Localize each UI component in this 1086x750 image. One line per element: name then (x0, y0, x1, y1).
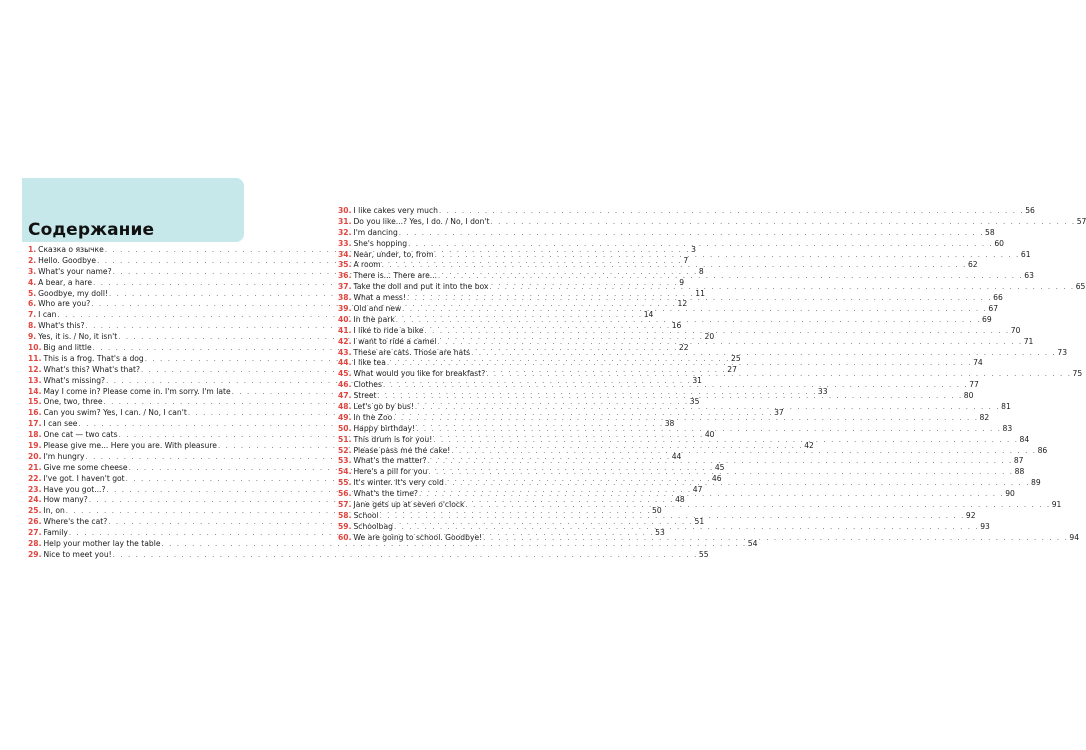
toc-entry-page: 33 (817, 386, 828, 396)
toc-entry-number: 10. (28, 343, 42, 353)
toc-entry-number: 45. (338, 369, 352, 379)
toc-entry-page: 66 (993, 293, 1003, 303)
toc-entry-title: Take the doll and put it into the box (353, 282, 489, 292)
toc-entry-number: 20. (28, 451, 42, 461)
toc-entry-title: School (353, 510, 379, 520)
toc-entry-number: 56. (338, 489, 352, 499)
toc-entry-title: What's the time? (353, 489, 418, 499)
toc-entry-page: 92 (965, 510, 976, 520)
toc-entry-page: 7 (683, 255, 689, 265)
dot-leader (438, 206, 1025, 217)
toc-entry-title: Old and new (353, 304, 402, 314)
toc-entry-page: 25 (731, 353, 741, 363)
toc-entry-title: Street (353, 391, 377, 401)
toc-entry-number: 9. (28, 332, 37, 342)
toc-entry-number: 38. (338, 293, 352, 303)
toc-entry-title: How many? (43, 495, 88, 505)
toc-entry-page: 3 (691, 245, 696, 254)
toc-entry-number: 33. (338, 238, 352, 248)
dot-leader (112, 550, 699, 561)
toc-entry-number: 14. (28, 386, 42, 396)
toc-entry-number: 30. (338, 206, 352, 215)
toc-entry-page: 84 (1019, 434, 1030, 444)
dot-leader (377, 391, 964, 402)
toc-entry-number: 3. (28, 266, 37, 276)
toc-entry-page: 16 (671, 321, 682, 331)
toc-entry-page: 14 (643, 310, 654, 320)
toc-entry-page: 40 (704, 430, 715, 440)
dot-leader (432, 435, 1019, 446)
toc-entry-number: 31. (338, 216, 352, 226)
toc-entry-page: 62 (967, 260, 978, 270)
dot-leader (488, 282, 1075, 293)
toc-entry-page: 69 (982, 314, 992, 324)
toc-entry-number: 28. (28, 539, 42, 549)
toc-entry-page: 56 (1025, 206, 1035, 215)
toc-entry-title: I like tea (353, 358, 386, 368)
toc-entry-title: Goodbye, my doll! (38, 288, 109, 298)
toc-entry-title: She's hopping (353, 238, 408, 248)
toc-entry-title: There is... There are... (353, 271, 438, 281)
toc-entry-title: I want to ride a camel (353, 336, 437, 346)
dot-leader (401, 304, 988, 315)
toc-entry-number: 25. (28, 506, 42, 516)
toc-entry-number: 41. (338, 325, 352, 335)
toc-entry (338, 271, 1034, 282)
dot-leader (464, 500, 1051, 511)
toc-entry (338, 216, 1086, 228)
toc-entry-title: I'm hungry (43, 451, 85, 461)
toc-entry-title: This is a frog. That's a dog (43, 353, 144, 363)
toc-entry-title: I can see (43, 419, 78, 429)
dot-leader (414, 402, 1001, 413)
toc-entry-title: I like to ride a bike (353, 325, 424, 335)
toc-entry-number: 39. (338, 304, 352, 314)
toc-entry-title: I can (38, 310, 57, 320)
toc-entry-title: It's winter. It's very cold (353, 478, 444, 488)
toc-entry-number: 51. (338, 434, 352, 444)
toc-entry-number: 2. (28, 255, 37, 265)
toc-entry (338, 238, 1004, 250)
toc-entry-title: Who are you? (38, 299, 91, 309)
dot-leader (381, 260, 968, 271)
toc-entry-number: 29. (28, 549, 42, 559)
toc-entry-number: 40. (338, 314, 352, 324)
dot-leader (436, 337, 1023, 348)
toc-entry-page: 48 (675, 495, 685, 505)
toc-entry-page: 11 (695, 288, 705, 298)
toc-entry (338, 260, 978, 271)
dot-leader (393, 522, 980, 533)
toc-entry-number: 50. (338, 423, 352, 433)
toc-entry-page: 83 (1002, 423, 1013, 433)
dot-leader (437, 271, 1024, 282)
dot-leader (450, 446, 1037, 457)
toc-entry-page: 86 (1037, 445, 1048, 455)
toc-entry-page: 12 (677, 299, 688, 309)
toc-entry-title: Please pass me the cake! (353, 445, 451, 455)
toc-entry-page: 89 (1031, 478, 1041, 488)
toc-entry-title: Nice to meet you! (43, 549, 112, 559)
toc-entry-page: 31 (692, 375, 702, 385)
toc-entry (338, 206, 1035, 217)
dot-leader (434, 250, 1021, 261)
toc-entry-title: One, two, three (43, 397, 103, 407)
toc-entry-number: 49. (338, 412, 352, 422)
toc-entry-page: 67 (988, 304, 999, 314)
toc-entry-title: One cat — two cats (43, 430, 118, 440)
toc-entry-page: 22 (678, 343, 689, 353)
toc-entry-page: 57 (1076, 216, 1086, 226)
toc-entry-page: 93 (980, 521, 990, 531)
toc-entry-number: 43. (338, 347, 352, 357)
toc-entry-page: 37 (774, 408, 784, 418)
toc-entry-page: 54 (747, 539, 758, 549)
dot-leader (392, 413, 979, 424)
toc-entry-title: These are cats. Those are hats (353, 347, 471, 357)
toc-entry-page: 53 (655, 528, 665, 538)
toc-entry-title: Schoolbag (353, 521, 393, 531)
toc-entry-number: 21. (28, 462, 42, 472)
toc-entry-title: Let's go by bus! (353, 402, 414, 412)
toc-entry-number: 8. (28, 321, 37, 331)
toc-entry-page: 65 (1075, 282, 1086, 292)
toc-entry-number: 27. (28, 528, 42, 538)
toc-entry-title: Please give me... Here you are. With pleasure (43, 441, 217, 451)
toc-entry (28, 539, 758, 550)
toc-entry-title: Сказка о язычке (38, 245, 104, 254)
toc-entry-page: 38 (664, 419, 675, 429)
toc-entry-number: 23. (28, 484, 42, 494)
toc-entry-title: What's missing? (43, 375, 106, 385)
toc-entry-page: 47 (692, 484, 703, 494)
toc-entry-number: 48. (338, 402, 352, 412)
toc-entry-number: 34. (338, 249, 352, 259)
dot-leader (424, 326, 1011, 337)
toc-entry (338, 249, 1031, 261)
toc-entry-number: 35. (338, 260, 352, 270)
toc-entry-title: What would you like for breakfast? (353, 369, 486, 379)
toc-entry-title: Hello. Goodbye (38, 255, 97, 265)
toc-entry-page: 75 (1072, 369, 1083, 379)
dot-leader (406, 293, 993, 304)
dot-leader (485, 369, 1072, 380)
toc-entry (28, 549, 709, 561)
dot-leader (427, 467, 1014, 478)
toc-entry-title: Jane gets up at seven o'clock (353, 500, 465, 510)
toc-entry-page: 51 (694, 517, 705, 527)
toc-entry-title: A room (353, 260, 381, 270)
toc-entry-page: 55 (698, 549, 709, 559)
toc-entry-page: 63 (1024, 271, 1034, 281)
toc-entry-number: 19. (28, 441, 42, 451)
toc-entry-page: 80 (963, 391, 974, 401)
toc-entry-title: Big and little (43, 343, 92, 353)
toc-entry-title: Help your mother lay the table (43, 539, 161, 549)
toc-entry-number: 37. (338, 282, 352, 292)
toc-entry-number: 6. (28, 299, 37, 309)
toc-entry-page: 45 (714, 462, 725, 472)
toc-entry-title: Near, under, to, from (353, 249, 434, 259)
dot-leader (470, 348, 1057, 359)
toc-entry-page: 94 (1069, 532, 1080, 542)
toc-entry-title: Here's a pill for you (353, 467, 428, 477)
toc-entry-title: We are going to school. Goodbye! (353, 532, 483, 542)
toc-entry (338, 227, 995, 239)
toc-entry-number: 17. (28, 419, 42, 429)
toc-entry-title: This drum is for you! (353, 434, 433, 444)
toc-entry-page: 77 (969, 380, 979, 390)
toc-entry-title: I've got. I haven't got (43, 473, 125, 483)
toc-entry-title: Happy birthday! (353, 423, 416, 433)
toc-entry-title: What's your name? (38, 266, 112, 276)
toc-entry-number: 13. (28, 375, 42, 385)
toc-entry-number: 24. (28, 495, 42, 505)
toc-entry-page: 27 (727, 364, 737, 374)
toc-entry-number: 18. (28, 430, 42, 440)
toc-entry-page: 8 (698, 266, 704, 276)
toc-entry-page: 9 (679, 277, 685, 287)
toc-entry-title: I'm dancing (353, 227, 398, 237)
toc-entry-page: 82 (979, 412, 990, 422)
toc-entry-number: 46. (338, 380, 352, 390)
toc-entry-number: 47. (338, 391, 352, 401)
toc-entry-number: 16. (28, 408, 42, 418)
toc-entry-page: 35 (689, 397, 700, 407)
page-title: Содержание (28, 220, 155, 240)
dot-leader (382, 380, 969, 391)
toc-entry-title: What a mess! (353, 293, 406, 303)
toc-entry-page: 87 (1013, 456, 1024, 466)
toc-entry-page: 90 (1005, 489, 1015, 499)
dot-leader (386, 358, 973, 369)
toc-entry-title: Have you got...? (43, 484, 106, 494)
toc-entry-number: 12. (28, 364, 42, 374)
toc-entry-number: 58. (338, 510, 352, 520)
dot-leader (395, 315, 982, 326)
dot-leader (444, 478, 1031, 489)
toc-entry-page: 58 (985, 227, 995, 237)
toc-entry-title: May I come in? Please come in. I'm sorry. I'm late (43, 386, 231, 396)
toc-entry-number: 7. (28, 310, 37, 320)
toc-entry-number: 59. (338, 521, 352, 531)
toc-entry-title: What's this? What's that? (43, 364, 141, 374)
toc-entry-number: 42. (338, 336, 352, 346)
toc-entry-page: 61 (1020, 249, 1031, 259)
dot-leader (427, 456, 1014, 467)
dot-leader (489, 217, 1076, 228)
toc-entry-page: 46 (711, 473, 722, 483)
toc-entry-number: 26. (28, 517, 42, 527)
toc-entry-title: Where's the cat? (43, 517, 108, 527)
toc-entry-page: 20 (704, 332, 715, 342)
toc-entry-title: In the park (353, 314, 395, 324)
dot-leader (379, 511, 966, 522)
toc-entry-number: 52. (338, 445, 352, 455)
toc-entry-page: 60 (994, 238, 1004, 248)
toc-entry-title: Do you like...? Yes, I do. / No, I don't (353, 216, 490, 226)
toc-entry-number: 44. (338, 358, 352, 368)
toc-entry-title: In the Zoo (353, 412, 393, 422)
toc-entry-title: In, on (43, 506, 65, 516)
toc-entry-title: Family (43, 528, 68, 538)
toc-entry-number: 53. (338, 456, 352, 466)
toc-entry-number: 60. (338, 532, 352, 542)
toc-entry-title: Yes, it is. / No, it isn't (38, 332, 118, 342)
toc-entry-page: 73 (1057, 347, 1068, 357)
toc-entry-page: 50 (652, 506, 662, 516)
toc-entry-page: 44 (671, 451, 682, 461)
toc-entry-title: Can you swim? Yes, I can. / No, I can't (43, 408, 187, 418)
toc-entry-page: 74 (973, 358, 983, 368)
toc-entry-number: 32. (338, 227, 352, 237)
toc-entry-number: 4. (28, 277, 37, 287)
toc-entry-title: Clothes (353, 380, 382, 390)
toc-entry-number: 36. (338, 271, 352, 281)
toc-entry-page: 42 (804, 441, 814, 451)
toc-entry-page: 88 (1014, 467, 1025, 477)
toc-entry-title: Give me some cheese (43, 462, 128, 472)
toc-entry-title: What's this? (38, 321, 85, 331)
dot-leader (398, 228, 985, 239)
toc-entry-number: 22. (28, 473, 42, 483)
toc-entry-number: 54. (338, 467, 352, 477)
toc-entry-title: I like cakes very much (353, 206, 438, 215)
toc-entry-number: 55. (338, 478, 352, 488)
toc-entry-page: 91 (1051, 500, 1062, 510)
toc-entry-title: A bear, a hare (38, 277, 93, 287)
dot-leader (407, 239, 994, 250)
toc-entry-number: 15. (28, 397, 42, 407)
dot-leader (482, 533, 1069, 544)
toc-entry-number: 5. (28, 288, 37, 298)
toc-entry-number: 1. (28, 245, 37, 254)
toc-entry-number: 11. (28, 353, 42, 363)
toc-entry-title: What's the matter? (353, 456, 427, 466)
dot-leader (418, 489, 1005, 500)
toc-entry-page: 71 (1023, 336, 1034, 346)
toc-entry-page: 81 (1001, 402, 1011, 412)
toc-entry-page: 70 (1010, 325, 1021, 335)
toc-entry-number: 57. (338, 500, 352, 510)
dot-leader (415, 424, 1002, 435)
